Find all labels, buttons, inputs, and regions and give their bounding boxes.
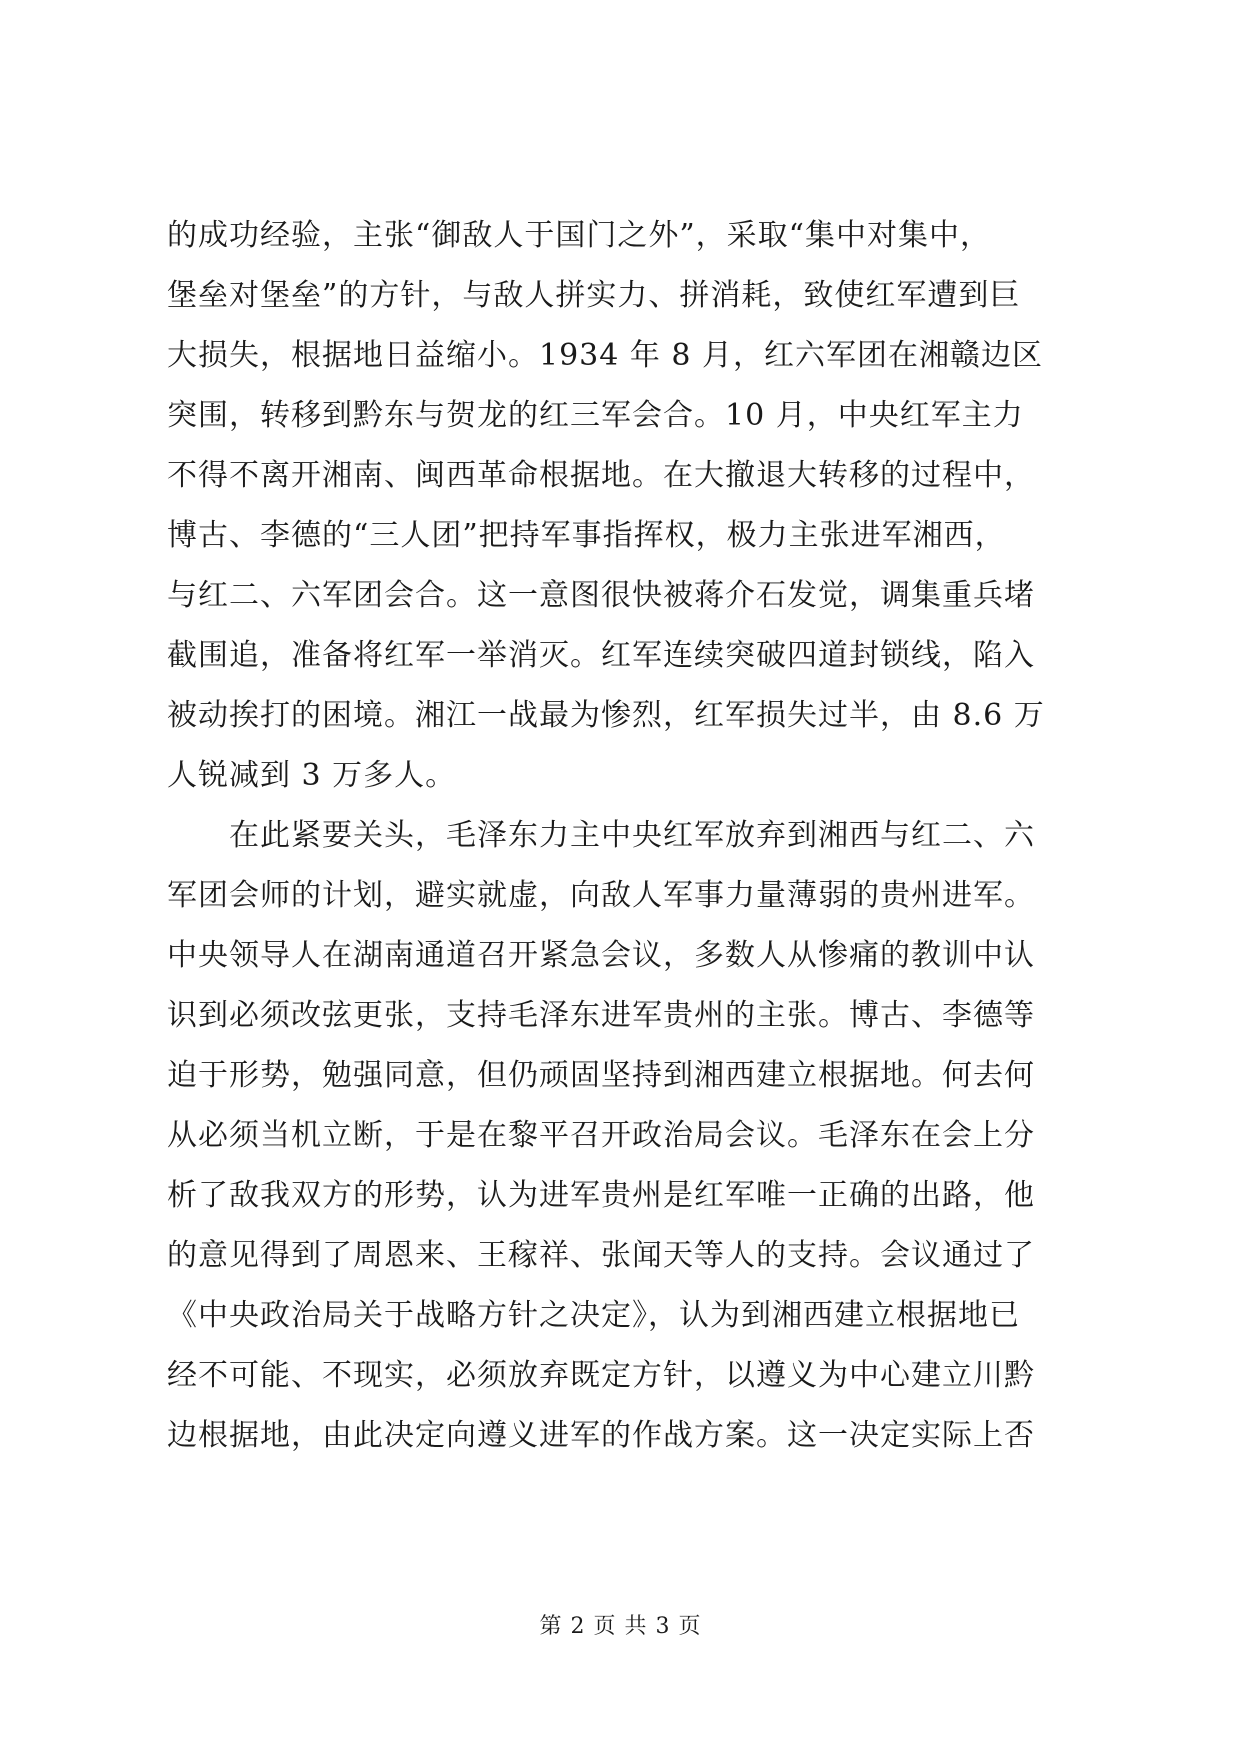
text-line: 从必须当机立断，于是在黎平召开政治局会议。毛泽东在会上分 [167, 1118, 1035, 1153]
text-line: 经不可能、不现实，必须放弃既定方针，以遵义为中心建立川黔 [167, 1358, 1035, 1393]
paragraph-1 [167, 206, 1087, 806]
text-line: 突围，转移到黔东与贺龙的红三军会合。10 月，中央红军主力 [167, 398, 1024, 433]
text-line: 识到必须改弦更张，支持毛泽东进军贵州的主张。博古、李德等 [167, 998, 1035, 1033]
page-number-label: 第 2 页 共 3 页 [539, 1614, 702, 1639]
paragraph-2 [167, 806, 1087, 1466]
text-line: 析了敌我双方的形势，认为进军贵州是红军唯一正确的出路，他 [167, 1178, 1035, 1213]
text-line: 迫于形势，勉强同意，但仍顽固坚持到湘西建立根据地。何去何 [167, 1058, 1035, 1093]
text-line: 不得不离开湘南、闽西革命根据地。在大撤退大转移的过程中， [167, 458, 1035, 493]
text-line: 军团会师的计划，避实就虚，向敌人军事力量薄弱的贵州进军。 [167, 878, 1035, 913]
text-line: 博古、李德的“三人团”把持军事指挥权，极力主张进军湘西， [167, 518, 1006, 553]
text-line: 在此紧要关头，毛泽东力主中央红军放弃到湘西与红二、六 [229, 818, 1035, 853]
text-line: 边根据地，由此决定向遵义进军的作战方案。这一决定实际上否 [167, 1418, 1035, 1453]
text-line: 的成功经验，主张“御敌人于国门之外”，采取“集中对集中， [167, 218, 992, 253]
text-line: 的意见得到了周恩来、王稼祥、张闻天等人的支持。会议通过了 [167, 1238, 1035, 1273]
document-body [167, 206, 1087, 1466]
text-line: 《中央政治局关于战略方针之决定》，认为到湘西建立根据地已 [167, 1298, 1020, 1333]
text-line: 大损失，根据地日益缩小。1934 年 8 月，红六军团在湘赣边区 [167, 338, 1044, 373]
page-footer [0, 1612, 1241, 1642]
text-line: 中央领导人在湖南通道召开紧急会议，多数人从惨痛的教训中认 [167, 938, 1035, 973]
text-line: 被动挨打的困境。湘江一战最为惨烈，红军损失过半，由 8.6 万 [167, 698, 1045, 733]
text-line: 人锐减到 3 万多人。 [167, 758, 457, 793]
text-line: 截围追，准备将红军一举消灭。红军连续突破四道封锁线，陷入 [167, 638, 1035, 673]
text-line: 堡垒对堡垒”的方针，与敌人拼实力、拼消耗，致使红军遭到巨 [167, 278, 1021, 313]
text-line: 与红二、六军团会合。这一意图很快被蒋介石发觉，调集重兵堵 [167, 578, 1035, 613]
